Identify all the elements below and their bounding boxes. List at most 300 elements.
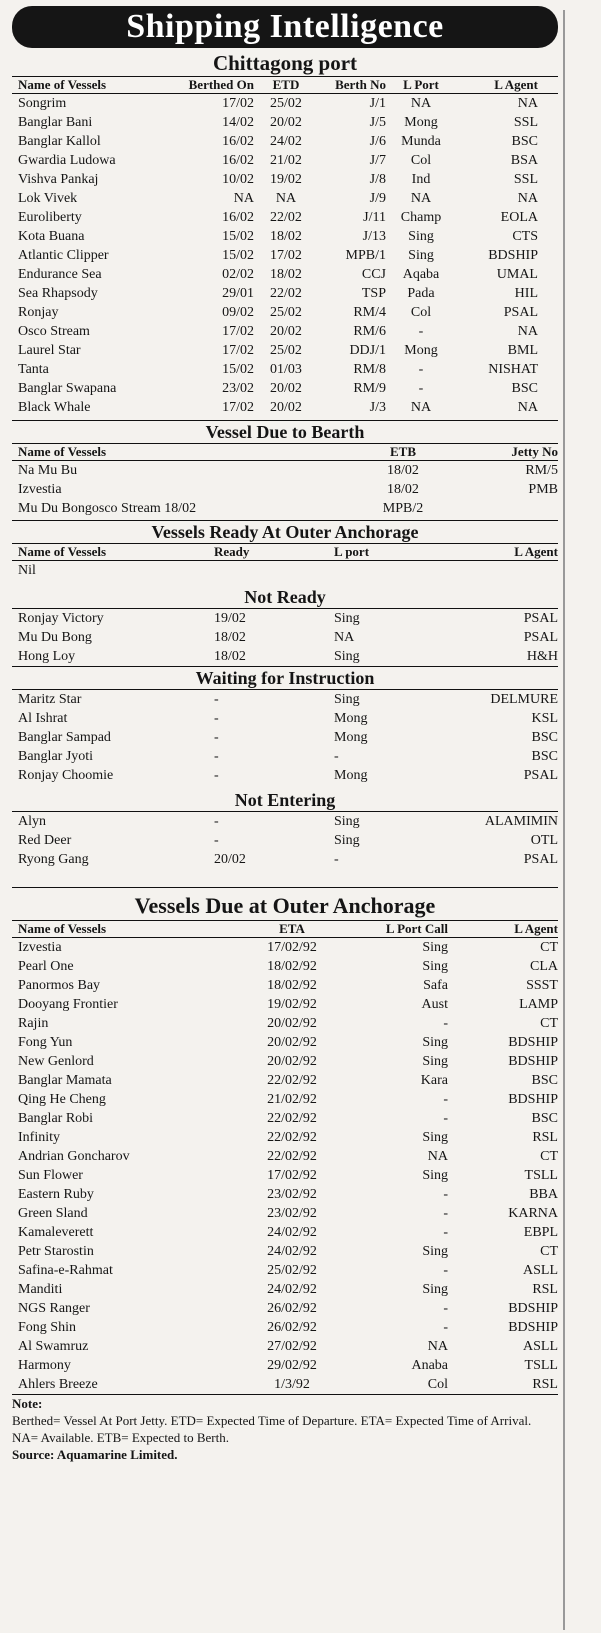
table-header <box>12 443 558 461</box>
table-cell: 17/02 <box>222 400 254 415</box>
table-header <box>12 920 558 938</box>
table-cell: PSAL <box>523 611 558 626</box>
table-cell: Dooyang Frontier <box>18 997 118 1012</box>
table-cell <box>448 499 558 518</box>
table-cell: J/6 <box>369 134 386 149</box>
table-cell: 26/02/92 <box>267 1301 317 1316</box>
table-cell: Banglar Robi <box>18 1111 94 1126</box>
table-cell: BSA <box>510 153 538 168</box>
table-cell: Sing <box>422 1130 448 1145</box>
table-cell: J/9 <box>369 191 386 206</box>
table-cell: - <box>443 1016 448 1031</box>
table-cell: 22/02/92 <box>267 1130 317 1145</box>
table-cell: 25/02 <box>270 343 302 358</box>
table-cell: Sing <box>422 1282 448 1297</box>
table-cell: 17/02/92 <box>267 940 317 955</box>
table-cell: 20/02/92 <box>267 1054 317 1069</box>
table-cell: J/8 <box>369 172 386 187</box>
table-cell: J/11 <box>363 210 386 225</box>
table-cell: Izvestia <box>18 482 62 497</box>
table-cell: - <box>443 1111 448 1126</box>
table-row <box>12 1337 558 1356</box>
column-header: L Port Call <box>385 921 448 936</box>
table-cell: 17/02 <box>222 96 254 111</box>
table-cell: Aust <box>421 997 448 1012</box>
table-cell: Sing <box>422 940 448 955</box>
table-cell: Kara <box>420 1073 448 1088</box>
table-cell: - <box>214 711 219 726</box>
due-outer-title: Vessels Due at Outer Anchorage <box>12 887 558 920</box>
table-cell: BDSHIP <box>508 1054 558 1069</box>
table-cell: DELMURE <box>490 692 558 707</box>
table-cell: 15/02 <box>222 229 254 244</box>
table-cell: 20/02/92 <box>267 1016 317 1031</box>
table-cell: Ronjay Choomie <box>18 768 114 783</box>
chittagong-title: Chittagong port <box>212 51 358 75</box>
table-cell: TSLL <box>524 1168 558 1183</box>
shipping-column <box>12 6 558 1463</box>
table-cell: BSC <box>531 749 558 764</box>
table-cell: PSAL <box>503 305 538 320</box>
table-cell: - <box>214 814 219 829</box>
table-cell: RSL <box>532 1130 558 1145</box>
table-cell: 15/02 <box>222 362 254 377</box>
table-cell: 15/02 <box>222 248 254 263</box>
column-header: ETD <box>272 77 300 92</box>
table-cell: - <box>443 1301 448 1316</box>
table-cell: UMAL <box>496 267 538 282</box>
table-row <box>12 728 558 747</box>
column-header: Ready <box>214 544 250 559</box>
table-cell: Sing <box>422 1168 448 1183</box>
table-row <box>12 1280 558 1299</box>
table-row <box>12 360 558 379</box>
table-cell: Pearl One <box>18 959 74 974</box>
table-cell: - <box>443 1263 448 1278</box>
table-cell: Mu Du Bongosco Stream 18/02 <box>18 501 197 516</box>
table-cell: SSL <box>513 172 538 187</box>
table-row <box>12 1375 558 1394</box>
table-cell: 18/02/92 <box>267 959 317 974</box>
table-row <box>12 628 558 647</box>
table-cell: Sing <box>422 1035 448 1050</box>
table-cell: 18/02 <box>214 649 246 664</box>
table-row <box>12 1052 558 1071</box>
table-cell: BSC <box>531 1111 558 1126</box>
table-cell: BML <box>507 343 538 358</box>
table-cell: BSC <box>511 381 538 396</box>
note-source: Source: Aquamarine Limited. <box>12 1447 178 1462</box>
table-cell: Andrian Goncharov <box>18 1149 130 1164</box>
table-row <box>12 1166 558 1185</box>
table-row <box>12 1147 558 1166</box>
table-cell: New Genlord <box>18 1054 94 1069</box>
banner-title: Shipping Intelligence <box>12 6 558 48</box>
table-cell: Munda <box>401 134 441 149</box>
table-row <box>12 1356 558 1375</box>
note-label: Note: <box>12 1396 43 1411</box>
table-cell: 27/02/92 <box>267 1339 317 1354</box>
table-cell: 22/02/92 <box>267 1111 317 1126</box>
table-cell: Sing <box>422 959 448 974</box>
table-cell: 20/02 <box>270 381 302 396</box>
table-cell: Pada <box>407 286 435 301</box>
table-cell: - <box>214 833 219 848</box>
table-cell: 17/02 <box>222 324 254 339</box>
table-cell: 29/02/92 <box>267 1358 317 1373</box>
table-cell: 23/02 <box>222 381 254 396</box>
table-cell: CLA <box>530 959 558 974</box>
table-cell: 21/02 <box>270 153 302 168</box>
table-cell: CT <box>540 1149 558 1164</box>
table-cell: 26/02/92 <box>267 1320 317 1335</box>
table-cell: RM/6 <box>353 324 386 339</box>
due-outer-table <box>12 920 558 1394</box>
table-cell: Sing <box>334 814 360 829</box>
table-cell: 25/02/92 <box>267 1263 317 1278</box>
table-cell: Sing <box>334 611 360 626</box>
table-row <box>12 1090 558 1109</box>
ready-table <box>12 543 558 580</box>
column-divider <box>563 10 565 1630</box>
table-cell: 17/02/92 <box>267 1168 317 1183</box>
table-cell: 25/02 <box>270 305 302 320</box>
table-row <box>12 1242 558 1261</box>
table-row <box>12 1204 558 1223</box>
not-ready-title: Not Ready <box>244 587 326 607</box>
table-cell: CTS <box>512 229 538 244</box>
table-cell: Osco Stream <box>18 324 90 339</box>
table-cell: NA <box>427 1339 448 1354</box>
table-cell: NA <box>334 630 355 645</box>
table-cell: 21/02/92 <box>267 1092 317 1107</box>
table-cell: Manditi <box>18 1282 63 1297</box>
table-cell: MPB/2 <box>382 501 424 516</box>
table-row <box>12 189 558 208</box>
table-cell: Banglar Sampad <box>18 730 111 745</box>
table-cell: Col <box>427 1377 448 1392</box>
table-row <box>12 170 558 189</box>
table-row <box>12 850 558 869</box>
table-row <box>12 208 558 227</box>
table-cell: Sing <box>334 649 360 664</box>
table-cell: 18/02 <box>270 267 302 282</box>
table-cell: - <box>443 1187 448 1202</box>
table-cell: Col <box>410 305 432 320</box>
table-cell: RSL <box>532 1377 558 1392</box>
table-cell: Lok Vivek <box>18 191 78 206</box>
table-cell: 22/02 <box>270 286 302 301</box>
table-cell: - <box>334 749 339 764</box>
table-row <box>12 499 558 518</box>
table-row <box>12 113 558 132</box>
table-cell: NA <box>410 191 432 206</box>
table-cell: 18/02 <box>214 630 246 645</box>
not-entering-table <box>12 811 558 869</box>
table-cell: 20/02/92 <box>267 1035 317 1050</box>
table-cell: Champ <box>400 210 442 225</box>
table-cell: Sing <box>408 229 434 244</box>
table-cell: RSL <box>532 1282 558 1297</box>
table-cell: Tanta <box>18 362 49 377</box>
table-row <box>12 398 558 417</box>
table-cell: Harmony <box>18 1358 71 1373</box>
table-cell: Euroliberty <box>18 210 82 225</box>
table-cell: 09/02 <box>222 305 254 320</box>
table-cell: 18/02 <box>270 229 302 244</box>
table-cell: 14/02 <box>222 115 254 130</box>
table-cell: PSAL <box>523 768 558 783</box>
table-cell: 16/02 <box>222 134 254 149</box>
table-cell: NA <box>410 400 432 415</box>
table-cell: Banglar Bani <box>18 115 93 130</box>
table-row <box>12 1185 558 1204</box>
table-cell: 25/02 <box>270 96 302 111</box>
table-cell: Kamaleverett <box>18 1225 94 1240</box>
table-cell: 20/02 <box>270 324 302 339</box>
table-cell: BDSHIP <box>488 248 538 263</box>
table-cell: Nil <box>18 563 36 578</box>
table-cell: NA <box>517 191 538 206</box>
table-cell: Mong <box>334 730 368 745</box>
table-row <box>12 227 558 246</box>
table-cell: BDSHIP <box>508 1035 558 1050</box>
table-cell: Qing He Cheng <box>18 1092 106 1107</box>
table-cell: Na Mu Bu <box>18 463 78 478</box>
table-cell: Endurance Sea <box>18 267 102 282</box>
due-to-berth-table <box>12 443 558 518</box>
table-cell: Sing <box>334 692 360 707</box>
table-row <box>12 976 558 995</box>
table-row <box>12 766 558 785</box>
column-header: Name of Vessels <box>18 444 107 459</box>
table-cell: Sing <box>408 248 434 263</box>
table-row <box>12 246 558 265</box>
table-cell: Mong <box>334 768 368 783</box>
table-cell: Anaba <box>411 1358 448 1373</box>
table-cell: BSC <box>511 134 538 149</box>
column-header: L Agent <box>514 544 558 559</box>
table-cell: 1/3/92 <box>274 1377 310 1392</box>
not-ready-table <box>12 608 558 666</box>
table-cell: BDSHIP <box>508 1092 558 1107</box>
table-cell: 17/02 <box>270 248 302 263</box>
table-cell: DDJ/1 <box>349 343 386 358</box>
table-cell: Banglar Jyoti <box>18 749 94 764</box>
table-cell: Maritz Star <box>18 692 82 707</box>
table-cell: - <box>214 749 219 764</box>
table-cell: 18/02 <box>387 482 419 497</box>
table-cell <box>444 561 558 580</box>
table-cell: 01/03 <box>270 362 302 377</box>
table-cell: OTL <box>530 833 558 848</box>
table-cell: Laurel Star <box>18 343 81 358</box>
table-cell: 24/02 <box>270 134 302 149</box>
waiting-table <box>12 689 558 785</box>
table-cell: Hong Loy <box>18 649 76 664</box>
table-cell: - <box>418 381 424 396</box>
table-cell: Ryong Gang <box>18 852 89 867</box>
table-cell: - <box>418 362 424 377</box>
due-to-berth-title: Vessel Due to Bearth <box>12 420 558 443</box>
table-row <box>12 379 558 398</box>
table-cell: NA <box>410 96 432 111</box>
table-cell: TSLL <box>524 1358 558 1373</box>
table-cell: 22/02/92 <box>267 1149 317 1164</box>
table-cell: RM/5 <box>525 463 558 478</box>
table-cell: NA <box>275 191 297 206</box>
table-row <box>12 647 558 666</box>
table-cell: 19/02 <box>214 611 246 626</box>
table-cell: 16/02 <box>222 153 254 168</box>
table-cell: 24/02/92 <box>267 1244 317 1259</box>
table-cell: - <box>418 324 424 339</box>
table-cell: Black Whale <box>18 400 91 415</box>
table-cell: 18/02 <box>387 463 419 478</box>
table-cell: 20/02 <box>270 400 302 415</box>
table-cell: Green Sland <box>18 1206 88 1221</box>
table-cell: Infinity <box>18 1130 60 1145</box>
column-header: Name of Vessels <box>18 544 107 559</box>
table-cell: Al Swamruz <box>18 1339 89 1354</box>
table-cell: NGS Ranger <box>18 1301 90 1316</box>
table-cell: RM/8 <box>353 362 386 377</box>
not-entering-title: Not Entering <box>234 790 336 810</box>
ready-title: Vessels Ready At Outer Anchorage <box>12 520 558 543</box>
table-cell: Safina-e-Rahmat <box>18 1263 113 1278</box>
table-cell: 02/02 <box>222 267 254 282</box>
table-cell: 23/02/92 <box>267 1187 317 1202</box>
table-cell: Mong <box>404 115 438 130</box>
table-cell: KARNA <box>508 1206 558 1221</box>
table-cell: Mong <box>404 343 438 358</box>
table-cell: Ind <box>411 172 431 187</box>
table-cell: NA <box>517 96 538 111</box>
table-row <box>12 1299 558 1318</box>
table-row <box>12 94 558 113</box>
table-cell: Mong <box>334 711 368 726</box>
note-text: Berthed= Vessel At Port Jetty. ETD= Expected Time of Departure. ETA= Expected Time of Arrival. NA= Available. ETB= Expected to Berth. <box>12 1413 532 1445</box>
table-header <box>12 76 558 94</box>
table-row <box>12 322 558 341</box>
table-row <box>12 609 558 628</box>
table-row <box>12 690 558 709</box>
table-cell: Banglar Swapana <box>18 381 117 396</box>
table-cell: BBA <box>529 1187 558 1202</box>
table-row <box>12 1128 558 1147</box>
table-cell: Ahlers Breeze <box>18 1377 98 1392</box>
column-header: Name of Vessels <box>18 921 107 936</box>
table-cell: Alyn <box>18 814 46 829</box>
table-cell: Eastern Ruby <box>18 1187 94 1202</box>
column-header: Jetty No <box>511 444 558 459</box>
column-header: Berthed On <box>188 77 254 92</box>
table-cell: Banglar Kallol <box>18 134 101 149</box>
table-cell: 10/02 <box>222 172 254 187</box>
table-cell: J/13 <box>362 229 386 244</box>
table-cell: CT <box>540 940 558 955</box>
table-cell: SSL <box>513 115 538 130</box>
table-cell: Rajin <box>18 1016 49 1031</box>
table-cell: 18/02/92 <box>267 978 317 993</box>
table-cell: H&H <box>526 649 558 664</box>
table-cell: EBPL <box>523 1225 558 1240</box>
table-cell <box>334 561 444 580</box>
table-cell: Sing <box>334 833 360 848</box>
table-cell: SSST <box>526 978 558 993</box>
table-cell: J/1 <box>369 96 386 111</box>
table-row <box>12 1014 558 1033</box>
table-cell: CT <box>540 1016 558 1031</box>
table-cell: - <box>443 1225 448 1240</box>
table-cell: Sing <box>422 1054 448 1069</box>
table-cell: BDSHIP <box>508 1320 558 1335</box>
table-cell: Kota Buana <box>18 229 85 244</box>
table-cell: HIL <box>514 286 538 301</box>
table-cell: Atlantic Clipper <box>18 248 109 263</box>
table-cell: BDSHIP <box>508 1301 558 1316</box>
table-header <box>12 543 558 561</box>
table-row <box>12 747 558 766</box>
table-cell: J/3 <box>369 400 386 415</box>
table-cell: 22/02/92 <box>267 1073 317 1088</box>
column-header: Berth No <box>335 77 386 92</box>
table-row <box>12 303 558 322</box>
table-cell: - <box>443 1092 448 1107</box>
table-cell: Al Ishrat <box>18 711 68 726</box>
table-cell: Mu Du Bong <box>18 630 92 645</box>
table-row <box>12 709 558 728</box>
table-cell: NISHAT <box>488 362 538 377</box>
table-cell: - <box>214 768 219 783</box>
column-header: L Agent <box>514 921 558 936</box>
table-cell: Ronjay Victory <box>18 611 104 626</box>
table-row <box>12 1223 558 1242</box>
table-cell: Sun Flower <box>18 1168 83 1183</box>
table-cell: 29/01 <box>222 286 254 301</box>
table-cell: 22/02 <box>270 210 302 225</box>
table-cell: PMB <box>528 482 558 497</box>
table-cell: 24/02/92 <box>267 1225 317 1240</box>
table-cell: NA <box>233 191 254 206</box>
column-header: ETB <box>389 444 416 459</box>
table-cell: 19/02/92 <box>267 997 317 1012</box>
table-cell: - <box>214 692 219 707</box>
note-block <box>12 1394 558 1463</box>
table-row <box>12 284 558 303</box>
chittagong-table <box>12 76 558 417</box>
column-header: Name of Vessels <box>18 77 107 92</box>
table-cell: - <box>334 852 339 867</box>
table-row <box>12 561 558 580</box>
table-cell: 20/02 <box>214 852 246 867</box>
table-row <box>12 1318 558 1337</box>
table-cell: CCJ <box>361 267 386 282</box>
table-cell: TSP <box>361 286 386 301</box>
table-cell: NA <box>517 324 538 339</box>
table-cell: ALAMIMIN <box>484 814 558 829</box>
column-header: ETA <box>279 921 305 936</box>
table-cell: 17/02 <box>222 343 254 358</box>
table-cell: Petr Starostin <box>18 1244 94 1259</box>
table-cell: Aqaba <box>402 267 440 282</box>
table-cell: Sea Rhapsody <box>18 286 98 301</box>
table-row <box>12 480 558 499</box>
table-row <box>12 265 558 284</box>
table-cell: 24/02/92 <box>267 1282 317 1297</box>
table-cell: ASLL <box>523 1339 558 1354</box>
table-row <box>12 1033 558 1052</box>
